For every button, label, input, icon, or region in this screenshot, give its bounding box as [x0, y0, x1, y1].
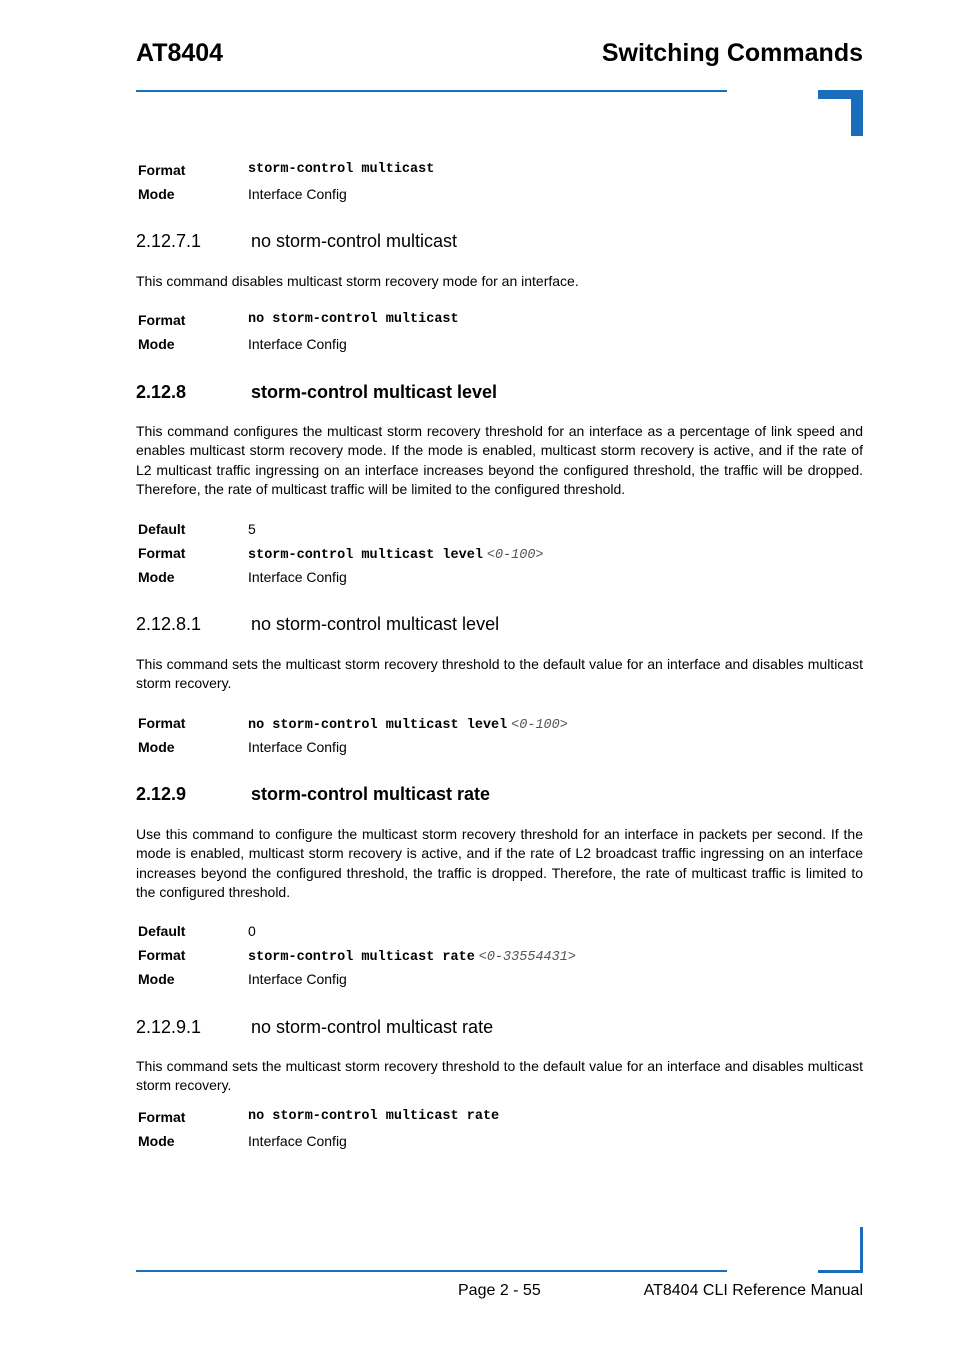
- format-command: no storm-control multicast level: [248, 718, 508, 733]
- section-title: storm-control multicast rate: [251, 784, 491, 804]
- format-command: storm-control multicast: [248, 162, 435, 177]
- manual-title: AT8404 CLI Reference Manual: [643, 1282, 863, 1299]
- header-corner-mark-vertical: [851, 90, 863, 136]
- default-value: 0: [248, 923, 256, 939]
- page-number: Page 2 - 55: [458, 1282, 541, 1299]
- mode-value: Interface Config: [248, 971, 347, 987]
- default-value: 5: [248, 521, 256, 537]
- footer-rule: [136, 1270, 727, 1272]
- format-argument: <0-100>: [511, 718, 568, 733]
- format-command: no storm-control multicast: [248, 312, 459, 327]
- section-description: This command disables multicast storm recovery mode for an interface.: [136, 273, 579, 289]
- mode-label: Mode: [138, 186, 175, 202]
- mode-label: Mode: [138, 569, 175, 585]
- section-description: This command sets the multicast storm recovery threshold to the default value for an interface and disables multicast storm recovery.: [136, 1058, 863, 1094]
- section-description: Use this command to configure the multicast storm recovery threshold for an interface in packets per second. If the mode is enabled, multicast storm recovery is active, and if the rate of L2 broadcast traffic ingressing on an interface increases beyond the configured threshold, the traffic is dropped. Therefore, the rate of multicast traffic is limited to the configured threshold.: [136, 826, 863, 900]
- mode-label: Mode: [138, 971, 175, 987]
- format-command: storm-control multicast rate: [248, 950, 475, 965]
- mode-value: Interface Config: [248, 186, 347, 202]
- section-title: no storm-control multicast rate: [251, 1017, 494, 1037]
- mode-label: Mode: [138, 739, 175, 755]
- format-label: Format: [138, 162, 186, 178]
- format-label: Format: [138, 715, 186, 731]
- mode-value: Interface Config: [248, 1133, 347, 1149]
- section-number: 2.12.9.1: [136, 1017, 202, 1037]
- format-label: Format: [138, 1109, 186, 1125]
- header-chapter: Switching Commands: [601, 39, 863, 67]
- footer-corner-mark: [818, 1270, 863, 1273]
- header-product: AT8404: [136, 39, 224, 67]
- mode-value: Interface Config: [248, 336, 347, 352]
- mode-label: Mode: [138, 336, 175, 352]
- format-label: Format: [138, 312, 186, 328]
- section-number: 2.12.9: [136, 784, 187, 804]
- default-label: Default: [138, 521, 186, 537]
- mode-label: Mode: [138, 1133, 175, 1149]
- format-command: storm-control multicast level: [248, 548, 483, 563]
- section-title: no storm-control multicast level: [251, 614, 500, 634]
- section-number: 2.12.8.1: [136, 614, 202, 634]
- section-title: no storm-control multicast: [251, 231, 458, 251]
- footer-corner-mark-vertical: [860, 1227, 863, 1273]
- format-argument: <0-33554431>: [478, 950, 576, 965]
- section-number: 2.12.8: [136, 382, 187, 402]
- format-label: Format: [138, 545, 186, 561]
- section-description: This command configures the multicast storm recovery threshold for an interface as a percentage of link speed and enables multicast storm recovery mode. If the mode is enabled, multicast storm recovery is active, and if the rate of L2 multicast traffic ingressing on an interface increases beyond the configured threshold, the traffic will be dropped. Therefore, the rate of multicast traffic will be limited to the configured threshold.: [136, 423, 863, 497]
- header-rule: [136, 90, 727, 92]
- format-command: no storm-control multicast rate: [248, 1109, 500, 1124]
- format-argument: <0-100>: [486, 548, 544, 563]
- section-description: This command sets the multicast storm recovery threshold to the default value for an interface and disables multicast storm recovery.: [136, 656, 863, 692]
- default-label: Default: [138, 923, 186, 939]
- section-number: 2.12.7.1: [136, 231, 202, 251]
- section-title: storm-control multicast level: [251, 382, 498, 402]
- format-label: Format: [138, 947, 186, 963]
- mode-value: Interface Config: [248, 569, 347, 585]
- mode-value: Interface Config: [248, 739, 347, 755]
